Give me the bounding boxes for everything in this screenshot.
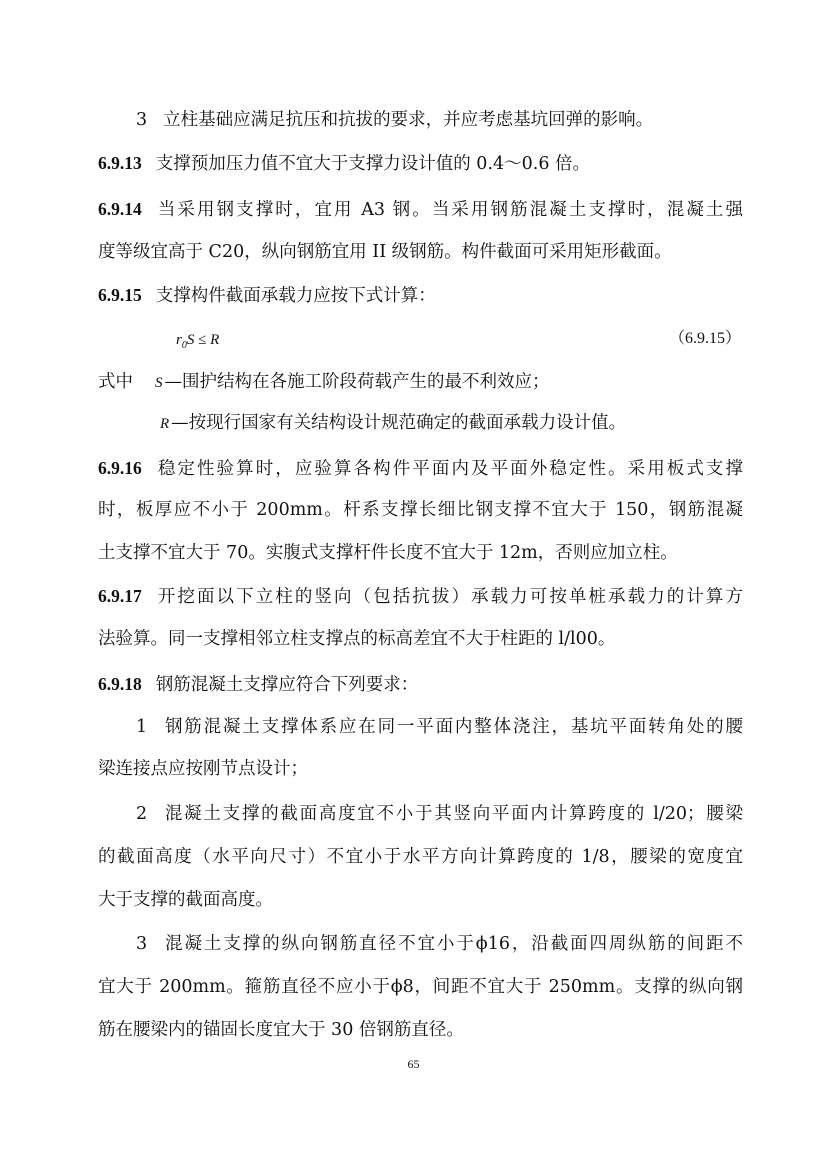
clause-6-9-17-line1 (98, 584, 743, 609)
clause-6-9-13 (98, 151, 743, 176)
clause-6-9-18 (98, 672, 743, 697)
clause-number: 6.9.17 (98, 586, 142, 606)
variable-s: S (155, 375, 163, 391)
item-line (136, 108, 743, 132)
clause-6-9-15 (98, 283, 743, 308)
clause-number: 6.9.14 (98, 199, 142, 219)
clause-text: 稳定性验算时，应验算各构件平面内及平面外稳定性。采用板式支撑 (155, 459, 743, 479)
definition-s: —围护结构在各施工阶段荷载产生的最不利效应； (164, 372, 550, 392)
item-number: 3 (136, 934, 148, 954)
where-s-line (98, 370, 743, 395)
variable-r: R (160, 416, 170, 432)
item-3-line2: 宜大于 200mm。箍筋直径不应小于ϕ8，间距不宜大于 250mm。支撑的纵向钢 (98, 977, 743, 997)
item-text: 立柱基础应满足抗压和抗拔的要求，并应考虑基坑回弹的影响。 (163, 110, 654, 130)
clause-number: 6.9.15 (98, 285, 142, 305)
formula-var-r: r (176, 332, 182, 348)
definition-r: —按现行国家有关结构设计规范确定的截面承载力设计值。 (171, 413, 627, 433)
where-label: 式中 (98, 372, 133, 392)
clause-6-9-17-line2: 法验算。同一支撑相邻立柱支撑点的标高差宜不大于柱距的 l/l00。 (98, 629, 616, 649)
item-2-line1 (136, 802, 743, 826)
item-number: 3 (136, 110, 148, 130)
clause-6-9-16-line2: 时，板厚应不小于 200mm。杆系支撑长细比钢支撑不宜大于 150，钢筋混凝 (98, 500, 743, 520)
item-3-line1 (136, 932, 743, 956)
page-number: 65 (407, 1057, 420, 1071)
clause-number: 6.9.13 (98, 153, 142, 173)
item-text: 混凝土支撑的纵向钢筋直径不宜小于ϕ16，沿截面四周纵筋的间距不 (163, 934, 743, 954)
item-text: 钢筋混凝土支撑体系应在同一平面内整体浇注，基坑平面转角处的腰 (163, 717, 743, 737)
item-number: 2 (136, 804, 148, 824)
item-2-line3: 大于支撑的截面高度。 (98, 890, 273, 910)
formula-expression (176, 332, 220, 351)
item-3-line3: 筋在腰梁内的锚固长度宜大于 30 倍钢筋直径。 (98, 1020, 464, 1040)
item-number: 1 (136, 717, 148, 737)
clause-text: 钢筋混凝土支撑应符合下列要求： (155, 675, 419, 695)
equation-number: （6.9.15） (668, 330, 741, 347)
item-1-line2: 梁连接点应按刚节点设计； (98, 759, 308, 779)
clause-6-9-14-line1 (98, 197, 743, 222)
clause-text: 支撑预加压力值不宜大于支撑力设计值的 0.4～0.6 倍。 (155, 154, 591, 174)
where-r-line (160, 411, 743, 436)
formula-subscript: 0 (181, 340, 187, 351)
item-1-line1 (136, 715, 743, 739)
clause-6-9-16-line1 (98, 456, 743, 481)
clause-text: 支撑构件截面承载力应按下式计算： (155, 286, 436, 306)
clause-number: 6.9.16 (98, 458, 142, 478)
item-text: 混凝土支撑的截面高度宜不小于其竖向平面内计算跨度的 l/20；腰梁 (163, 804, 743, 824)
clause-text: 当采用钢支撑时，宜用 A3 钢。当采用钢筋混凝土支撑时，混凝土强 (155, 200, 743, 220)
clause-6-9-16-line3: 土支撑不宜大于 70。实腹式支撑杆件长度不宜大于 12m，否则应加立柱。 (98, 543, 678, 563)
clause-text: 开挖面以下立柱的竖向（包括抗拔）承载力可按单桩承载力的计算方 (155, 587, 743, 607)
clause-6-9-14-line2: 度等级宜高于 C20，纵向钢筋宜用 II 级钢筋。构件截面可采用矩形截面。 (98, 242, 672, 262)
clause-number: 6.9.18 (98, 674, 142, 694)
formula-6-9-15 (176, 329, 741, 356)
formula-rest: S ≤ R (186, 332, 220, 348)
item-2-line2: 的截面高度（水平向尺寸）不宜小于水平方向计算跨度的 1/8，腰梁的宽度宜 (98, 847, 743, 867)
